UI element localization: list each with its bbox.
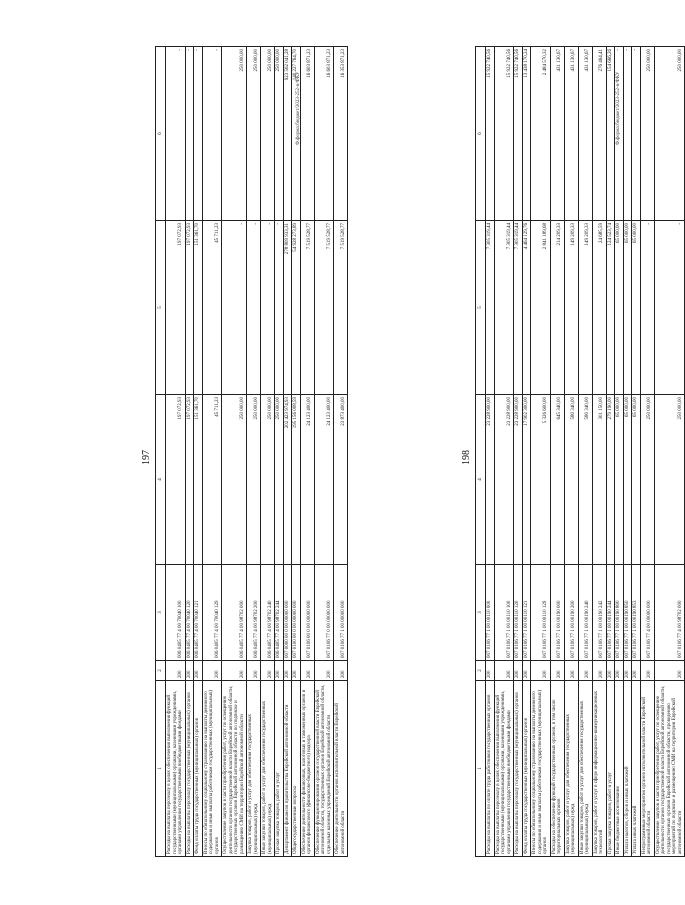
cell-code: 200: [283, 661, 292, 681]
cell-executed: -: [261, 221, 275, 395]
cell-classification: 007 0106 00 0 00 00000 000: [300, 565, 314, 661]
cell-unexecuted: 16 353 871,23: [334, 47, 348, 221]
cell-code: 200: [531, 661, 551, 681]
cell-name: Прочая закупка товаров, работ и услуг: [606, 681, 615, 857]
column-header: 2: [156, 661, 166, 681]
cell-name: Взносы по обязательному социальному страхованию на выплаты денежного содержания и иные выплаты работникам государственных (муниципальных) органов: [531, 681, 551, 857]
cell-name: Осуществление закупок в части приобретения работ, услуг по освещению деятельности органов государственной власти Еврейской автономной области, государственных органов Еврейской автономной области, проведению мероприятий по подписке и размещению СМИ на территории Еврейской автономной области: [654, 681, 685, 857]
cell-code: 200: [632, 661, 641, 681]
cell-approved: 250 000,00: [247, 395, 261, 565]
cell-name: Закупка товаров, работ и услуг для обеспечения государственных (муниципальных) нужд: [564, 681, 578, 857]
cell-unexecuted: 250 000,00: [640, 47, 654, 221]
table-row: [185, 47, 194, 857]
cell-executed: 7 305 319,44: [486, 221, 495, 395]
cell-code: 200: [314, 661, 334, 681]
cell-code: 200: [640, 661, 654, 681]
table-row: [275, 47, 284, 857]
cell-name: Иные бюджетные ассигнования: [615, 681, 624, 857]
table-row: [615, 47, 624, 857]
cell-executed: 7 519 528,77: [334, 221, 348, 395]
cell-classification: 007 0106 77 1 00 00190 850: [623, 565, 632, 661]
table-row: [514, 47, 523, 857]
cell-unexecuted: -: [185, 47, 194, 221]
cell-unexecuted: 250 000,00: [654, 47, 685, 221]
budget-table: [475, 46, 685, 857]
cell-approved: 197 072,93: [185, 395, 194, 565]
cell-unexecuted: 15 922 740,56: [486, 47, 495, 221]
cell-approved: 45 711,23: [202, 395, 222, 565]
cell-executed: 45 711,23: [202, 221, 222, 395]
cell-code: 200: [166, 661, 186, 681]
footer-note: Ф.форма:бюджет/2023-252-н/ФКУ: [616, 71, 621, 145]
cell-name: Обеспечение деятельности финансовых, налоговых и таможенных органов и органов финансового (финансово-бюджетного) надзора: [300, 681, 314, 857]
cell-executed: 278 809 933,31: [283, 221, 292, 395]
column-header: 4: [476, 395, 486, 565]
cell-executed: 149 209,33: [564, 221, 578, 395]
cell-name: Расходы на обеспечение функций государственных органов, в том числе территориальных органов: [550, 681, 564, 857]
cell-executed: 54 928 273,89: [292, 221, 301, 395]
cell-name: Фонд оплаты труда государственных (муниципальных) органов: [194, 681, 203, 857]
cell-executed: 24 685,59: [592, 221, 606, 395]
cell-name: Взносы по обязательному социальному страхованию на выплаты денежного содержания и иные выплаты работникам государственных (муниципальных) органов: [202, 681, 222, 857]
cell-executed: -: [654, 221, 685, 395]
cell-unexecuted: 431 130,67: [578, 47, 592, 221]
cell-approved: 17 902 300,00: [522, 395, 531, 565]
cell-code: 200: [261, 661, 275, 681]
column-header: 1: [156, 681, 166, 857]
cell-executed: 7 519 528,77: [314, 221, 334, 395]
cell-unexecuted: 923 562 041,28: [283, 47, 292, 221]
cell-unexecuted: -: [194, 47, 203, 221]
cell-classification: 007 0106 77 1 00 00000 000: [334, 565, 348, 661]
cell-name: Закупка товаров, работ и услуг в сфере информационно-коммуникационных технологий: [592, 681, 606, 857]
cell-classification: 007 0106 77 1 00 00190 000: [550, 565, 564, 661]
footer-note: Ф.форма:бюджет/2023-252-н/ФКУ: [296, 71, 301, 145]
table-row: [300, 47, 314, 857]
table-row: [247, 47, 261, 857]
cell-classification: 007 0000 00 0 00 00000 000: [283, 565, 292, 661]
cell-executed: -: [247, 221, 261, 395]
cell-classification: 007 0106 77 1 00 00190 200: [564, 565, 578, 661]
cell-classification: 007 0106 77 1 00 00110 100: [494, 565, 514, 661]
table-row: [522, 47, 531, 857]
cell-executed: 65 000,00: [615, 221, 624, 395]
cell-unexecuted: 431 130,67: [564, 47, 578, 221]
cell-name: Расходы на выплаты персоналу в целях обеспечения выполнения функций государственными (муниципальными) органами, казенными учреждениями, органами управления государственными внебюджетными фондами: [166, 681, 186, 857]
table-row: [564, 47, 578, 857]
cell-name: Осуществление закупок в части приобретения работ, услуг по освещению деятельности органов государственной власти Еврейской автономной области, государственных органов Еврейской автономной области по подписке и размещению СМИ на территории Еврейской автономной области: [222, 681, 247, 857]
cell-unexecuted: -: [623, 47, 632, 221]
cell-approved: 23 873 400,00: [334, 395, 348, 565]
cell-code: 200: [300, 661, 314, 681]
cell-code: 200: [606, 661, 615, 681]
cell-code: 200: [578, 661, 592, 681]
cell-unexecuted: -: [615, 47, 624, 221]
cell-executed: 7 305 319,44: [494, 221, 514, 395]
cell-approved: 250 000,00: [222, 395, 247, 565]
cell-approved: 23 228 900,00: [514, 395, 523, 565]
cell-code: 200: [202, 661, 222, 681]
cell-executed: 65 000,00: [623, 221, 632, 395]
table-row: [632, 47, 641, 857]
cell-code: 200: [222, 661, 247, 681]
cell-approved: 301 150,00: [592, 395, 606, 565]
cell-executed: 2 841 189,68: [531, 221, 551, 395]
cell-classification: 006 0405 77 4 00 98702 000: [222, 565, 247, 661]
cell-unexecuted: 250 000,00: [222, 47, 247, 221]
table-header-row: [476, 47, 486, 857]
cell-unexecuted: 15 922 740,56: [514, 47, 523, 221]
column-header: 6: [476, 47, 486, 221]
cell-unexecuted: 250 000,00: [275, 47, 284, 221]
table-row: [261, 47, 275, 857]
cell-approved: 202 423 974,93: [283, 395, 292, 565]
table-row: [486, 47, 495, 857]
cell-code: 200: [275, 661, 284, 681]
cell-code: 200: [592, 661, 606, 681]
cell-classification: 007 0106 77 1 00 00190 240: [578, 565, 592, 661]
cell-unexecuted: 431 130,67: [550, 47, 564, 221]
cell-classification: 006 0405 77 4 00 70040 100: [166, 565, 186, 661]
cell-executed: 197 072,93: [166, 221, 186, 395]
cell-executed: -: [222, 221, 247, 395]
cell-approved: 250 000,00: [640, 395, 654, 565]
cell-approved: 580 340,00: [578, 395, 592, 565]
cell-approved: 65 000,00: [615, 395, 624, 565]
cell-approved: 23 228 900,00: [486, 395, 495, 565]
cell-unexecuted: 140 227 764,70: [292, 47, 301, 221]
cell-classification: 007 0106 77 1 00 00190 244: [606, 565, 615, 661]
cell-name: Обеспечение функционирования органов государственной власти Еврейской автономной области, государственных органов Еврейской автономной области, отдельных казенных учреждений Еврейской автономной области: [314, 681, 334, 857]
cell-executed: 149 209,33: [578, 221, 592, 395]
cell-code: 200: [564, 661, 578, 681]
column-header: 4: [156, 395, 166, 565]
table-body: [486, 47, 685, 857]
cell-classification: 007 0106 77 1 00 00110 129: [531, 565, 551, 661]
table-row: [623, 47, 632, 857]
table-row: [202, 47, 222, 857]
cell-name: Фонд оплаты труда государственных (муниципальных) органов: [522, 681, 531, 857]
cell-code: 200: [654, 661, 685, 681]
cell-approved: 250 000,00: [275, 395, 284, 565]
cell-name: Уплата иных платежей: [632, 681, 641, 857]
cell-approved: 250 000,00: [261, 395, 275, 565]
cell-executed: 65 000,00: [632, 221, 641, 395]
cell-classification: 007 0106 77 1 00 00110 000: [486, 565, 495, 661]
table-row: [550, 47, 564, 857]
cell-name: Расходы на выплаты персоналу государственных (муниципальных) органов: [185, 681, 194, 857]
cell-code: 200: [185, 661, 194, 681]
table-row: [640, 47, 654, 857]
table-row: [531, 47, 551, 857]
cell-classification: 006 0405 77 4 00 98702 200: [247, 565, 261, 661]
column-header: 5: [156, 221, 166, 395]
cell-executed: -: [275, 221, 284, 395]
cell-executed: -: [640, 221, 654, 395]
cell-name: Уплата налогов, сборов и иных платежей: [623, 681, 632, 857]
cell-code: 200: [615, 661, 624, 681]
cell-unexecuted: -: [632, 47, 641, 221]
cell-unexecuted: 2 484 570,32: [531, 47, 551, 221]
page-198: [320, 0, 683, 905]
table-row: [166, 47, 186, 857]
cell-executed: 124 523,74: [606, 221, 615, 395]
column-header: 6: [156, 47, 166, 221]
cell-approved: 645 340,00: [550, 395, 564, 565]
cell-unexecuted: 13 438 170,24: [522, 47, 531, 221]
cell-code: 200: [292, 661, 301, 681]
cell-code: 200: [494, 661, 514, 681]
cell-approved: 580 340,00: [564, 395, 578, 565]
cell-approved: 195 156 008,59: [292, 395, 301, 565]
cell-code: 200: [550, 661, 564, 681]
cell-name: Обеспечение деятельности органов исполнительной власти Еврейской автономной области: [334, 681, 348, 857]
cell-unexecuted: 250 000,00: [247, 47, 261, 221]
column-header: 5: [476, 221, 486, 395]
page-number: 197: [141, 450, 152, 465]
cell-approved: 5 326 600,00: [531, 395, 551, 565]
cell-classification: 006 0405 77 4 00 70040 120: [185, 565, 194, 661]
cell-classification: 007 0106 77 1 00 00110 120: [514, 565, 523, 661]
page-number: 198: [461, 450, 472, 465]
cell-code: 200: [522, 661, 531, 681]
cell-classification: 006 0405 77 4 00 70040 121: [194, 565, 203, 661]
cell-approved: 65 000,00: [632, 395, 641, 565]
cell-executed: 7 305 319,44: [514, 221, 523, 395]
cell-classification: 007 0106 77 4 00 98702 000: [654, 565, 685, 661]
cell-unexecuted: 276 464,41: [592, 47, 606, 221]
page-198-rotated: [320, 0, 683, 905]
cell-executed: 7 519 528,77: [300, 221, 314, 395]
cell-unexecuted: 16 603 871,23: [314, 47, 334, 221]
cell-approved: 279 190,00: [606, 395, 615, 565]
cell-classification: 006 0405 77 4 00 98702 244: [275, 565, 284, 661]
cell-classification: 007 0106 77 1 00 00190 800: [615, 565, 624, 661]
cell-name: Общегосударственные вопросы: [292, 681, 301, 857]
table-row: [283, 47, 292, 857]
table-row: [194, 47, 203, 857]
cell-unexecuted: -: [202, 47, 222, 221]
cell-name: Расходы на выплаты персоналу в целях обеспечения выполнения функций государственными (муниципальными) органами, казенными учреждениями, органами управления государственными внебюджетными фондами: [494, 681, 514, 857]
cell-executed: 214 209,33: [550, 221, 564, 395]
table-row: [494, 47, 514, 857]
table-row: [654, 47, 685, 857]
cell-classification: 007 0106 77 0 00 00000 000: [314, 565, 334, 661]
cell-unexecuted: 250 000,00: [261, 47, 275, 221]
cell-approved: 24 123 400,00: [300, 395, 314, 565]
column-header: 3: [156, 565, 166, 661]
column-header: 3: [476, 565, 486, 661]
cell-approved: 23 228 900,00: [494, 395, 514, 565]
column-header: 2: [476, 661, 486, 681]
cell-executed: 4 464 129,76: [522, 221, 531, 395]
table-row: [222, 47, 247, 857]
cell-name: Расходы на выплаты по оплате труда работников государственных органов: [486, 681, 495, 857]
cell-unexecuted: -: [166, 47, 186, 221]
cell-unexecuted: 154 666,26: [606, 47, 615, 221]
cell-code: 200: [247, 661, 261, 681]
cell-classification: 006 0405 77 4 00 70040 129: [202, 565, 222, 661]
cell-approved: 24 123 400,00: [314, 395, 334, 565]
cell-name: Иные закупки товаров, работ и услуг для обеспечения государственных (муниципальных) нужд: [578, 681, 592, 857]
table-row: [606, 47, 615, 857]
cell-approved: 197 072,93: [166, 395, 186, 565]
table-row: [592, 47, 606, 857]
cell-name: Непрограммные мероприятия органов исполнительной власти Еврейской автономной области: [640, 681, 654, 857]
cell-approved: 151 361,70: [194, 395, 203, 565]
cell-classification: 007 0106 77 1 00 00110 121: [522, 565, 531, 661]
cell-code: 200: [486, 661, 495, 681]
cell-classification: 007 0100 00 0 00 00000 000: [292, 565, 301, 661]
cell-approved: 65 000,00: [623, 395, 632, 565]
cell-code: 200: [514, 661, 523, 681]
cell-code: 200: [623, 661, 632, 681]
cell-classification: 007 0106 77 4 00 00000 000: [640, 565, 654, 661]
table-row: [578, 47, 592, 857]
table-header-row: [156, 47, 166, 857]
cell-executed: 151 361,70: [194, 221, 203, 395]
cell-unexecuted: 15 922 740,56: [494, 47, 514, 221]
cell-classification: 006 0405 77 4 00 98702 240: [261, 565, 275, 661]
cell-classification: 007 0106 77 1 00 00190 242: [592, 565, 606, 661]
table-row: [292, 47, 301, 857]
column-header: 1: [476, 681, 486, 857]
cell-code: 200: [194, 661, 203, 681]
cell-unexecuted: 16 603 871,23: [300, 47, 314, 221]
cell-approved: 250 000,00: [654, 395, 685, 565]
cell-name: Прочая закупка товаров, работ и услуг: [275, 681, 284, 857]
cell-name: Департамент финансов правительства Еврейской автономной области: [283, 681, 292, 857]
cell-name: Закупка товаров, работ и услуг для обеспечения государственных (муниципальных) нужд: [247, 681, 261, 857]
cell-name: Иные закупки товаров, работ и услуг для обеспечения государственных (муниципальных) нужд: [261, 681, 275, 857]
cell-name: Расходы на выплаты персоналу государственных (муниципальных) органов: [514, 681, 523, 857]
cell-executed: 197 072,93: [185, 221, 194, 395]
cell-code: 200: [334, 661, 348, 681]
cell-classification: 007 0106 77 1 00 00190 853: [632, 565, 641, 661]
